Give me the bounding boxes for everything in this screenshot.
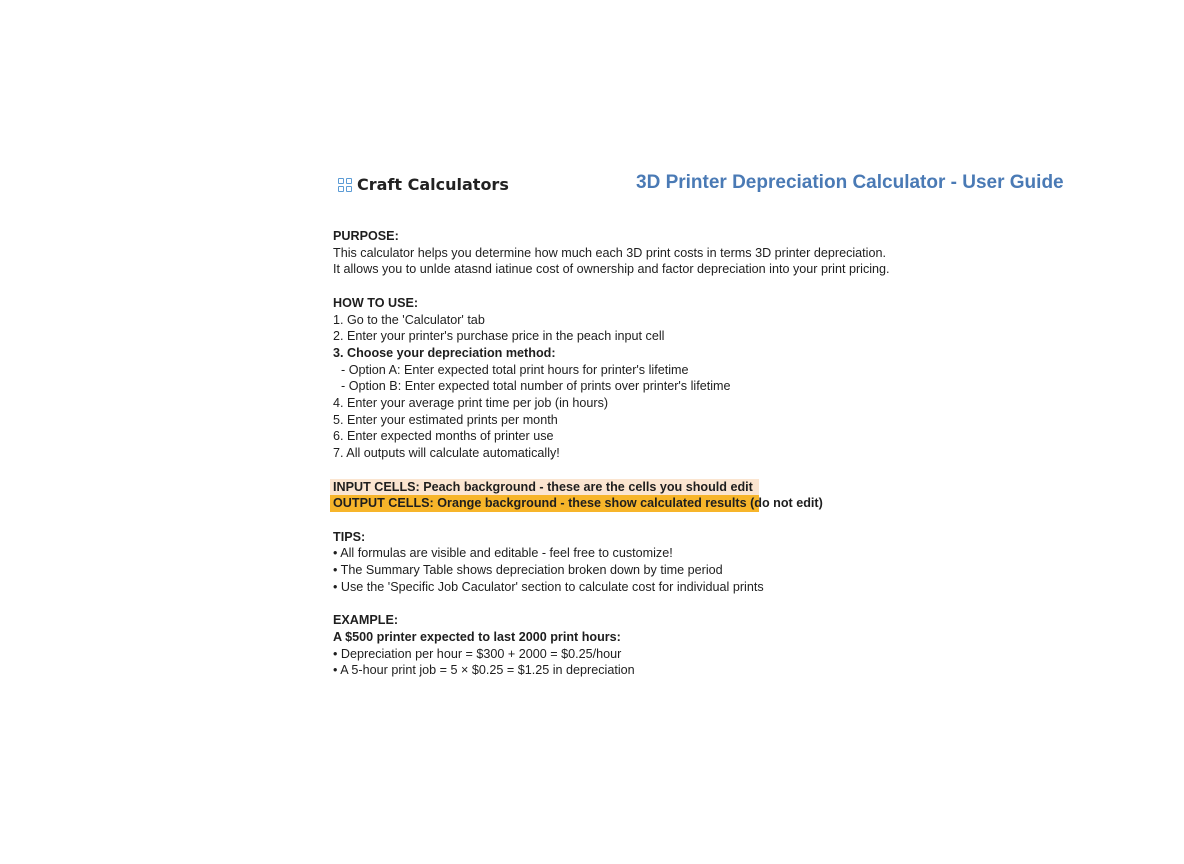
step: 4. Enter your average print time per job (in hours): [333, 396, 609, 411]
example-item: • A 5-hour print job = 5 × $0.25 = $1.25 in depreciation: [333, 663, 635, 678]
step: 7. All outputs will calculate automatically!: [333, 446, 560, 461]
step: 3. Choose your depreciation method:: [333, 345, 556, 360]
step-option: - Option B: Enter expected total number of prints over printer's lifetime: [341, 379, 731, 394]
step: 2. Enter your printer's purchase price in the peach input cell: [333, 329, 665, 344]
input-cells-legend: INPUT CELLS: Peach background - these are the cells you should edit: [330, 479, 759, 496]
tip: • The Summary Table shows depreciation broken down by time period: [333, 563, 723, 578]
tips-heading: TIPS:: [333, 529, 366, 544]
purpose-line: It allows you to unlde atasnd iatinue cost of ownership and factor depreciation into your print pricing.: [333, 262, 890, 277]
guide-content: [333, 228, 890, 679]
example-subheading: A $500 printer expected to last 2000 print hours:: [333, 629, 621, 644]
example-item: • Depreciation per hour = $300 + 2000 = $0.25/hour: [333, 646, 622, 661]
tip: • Use the 'Specific Job Caculator' section to calculate cost for individual prints: [333, 579, 764, 594]
step: 1. Go to the 'Calculator' tab: [333, 312, 485, 327]
output-cells-legend: OUTPUT CELLS: Orange background - these show calculated results (do not edit): [330, 495, 759, 512]
logo: [338, 175, 509, 194]
grid-icon: [338, 178, 352, 192]
purpose-line: This calculator helps you determine how much each 3D print costs in terms 3D printer depreciation.: [333, 245, 886, 260]
purpose-heading: PURPOSE:: [333, 229, 399, 243]
tip: • All formulas are visible and editable - feel free to customize!: [333, 546, 673, 561]
step: 5. Enter your estimated prints per month: [333, 412, 558, 427]
step-option: - Option A: Enter expected total print hours for printer's lifetime: [341, 362, 689, 377]
example-heading: EXAMPLE:: [333, 613, 399, 628]
step: 6. Enter expected months of printer use: [333, 429, 554, 444]
logo-text: Craft Calculators: [357, 175, 509, 194]
how-to-use-heading: HOW TO USE:: [333, 295, 419, 310]
page-title: 3D Printer Depreciation Calculator - User Guide: [636, 172, 1064, 193]
